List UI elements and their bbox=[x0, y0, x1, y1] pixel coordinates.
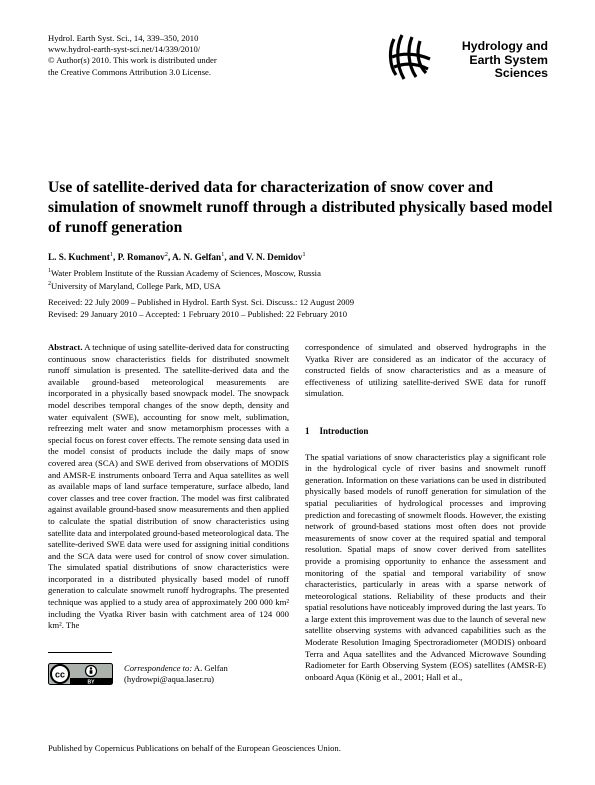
right-column bbox=[305, 342, 546, 683]
abstract-continued: correspondence of simulated and observed hydrographs in the Vyatka River are considered as an indicator of the accuracy of constructed fields of snow characteristics and as a measure of effectiveness of utilizing satellite-derived SWE data for runoff simulation. bbox=[305, 342, 546, 399]
cc-icon: cc bbox=[54, 669, 66, 680]
author-name: P. Romanov bbox=[117, 252, 165, 263]
author-name: V. N. Demidov bbox=[245, 252, 303, 263]
abstract-text: A technique of using satellite-derived data for constructing continuous snow characteristics fields for distributed snowmelt runoff simulation is presented. The satellite-derived data and the available ground-based meteorological measurements are incorporated in a physically based snowpack model. The snowpack model describes temporal changes of the snow depth, density and water equivalent (SWE), accounting for snow melt, sublimation, refreezing melt water and snow metamorphism processes with a special focus on forest cover effects. The remote sensing data used in the model consist of products include the daily maps of snow covered area (SCA) and SWE derived from observations of MODIS and AMSR-E instruments onboard Terra and Aqua satellites as well as available maps of land surface temperature, surface albedo, land cover classes and tree cover fraction. The model was first calibrated against available ground-based snow measurements and then applied to calculate the spatial distribution of snow characteristics using satellite data and interpolated ground-based meteorological data. The satellite-derived SWE data were used for assigning initial conditions and the SCA data were used for control of snow cover simulation. The simulated spatial distributions of snow characteristics were incorporated in a distributed physically based model of runoff generation to calculate snowmelt runoff hydrographs. The presented technique was applied to a study area of approximately 200 000 km² including the Vyatka River basin with catchment area of 124 000 km². The bbox=[48, 342, 289, 631]
introduction-text: The spatial variations of snow characteristics play a significant role in the hydrological cycle of river basins and snowmelt runoff generation. Information on these variations can be used in distributed physically based models of runoff generation for simulation of the spatial peculiarities of hydrological processes and improving prediction and forecasting of snowmelt floods. However, the existing network of ground-based stations most often does not provide measurements of snow cover at the required spatial and temporal resolution. Spatial maps of snow cover derived from satellites provide a promising opportunity to enhance the assessment and monitoring of the spatial and temporal variability of snow characteristics, particularly in areas with a sparse network of meteorological stations. Reliability of these products and their spatial resolutions have noticeably improved during the last years. To a large extent this improvement was due to the launch of several new satellite observing systems with advanced capabilities such as the Moderate Resolution Imaging Spectroradiometer (MODIS) onboard Terra and Aqua satellites and the Advanced Microwave Sounding Radiometer for Earth Observing System (EOS) satellites (AMSR-E) onboard Aqua (König et al., 2001; Hall et al., bbox=[305, 451, 546, 682]
affiliation-item: $^1$Water Problem Institute of the Russian Academy of Sciences, Moscow, Russia bbox=[48, 267, 321, 278]
correspondence-label: Correspondence to: bbox=[124, 663, 193, 673]
section-title: Introduction bbox=[319, 425, 369, 436]
journal-name-line: Sciences bbox=[494, 66, 548, 80]
attribution-person-icon bbox=[90, 667, 92, 669]
author-separator: , and bbox=[224, 252, 246, 263]
paper-title: Use of satellite-derived data for characterization of snow cover and simulation of snowmelt runoff through a distributed physically based model of runoff generation bbox=[48, 179, 553, 236]
affiliations bbox=[48, 266, 321, 292]
correspondence-block bbox=[124, 663, 228, 685]
journal-url[interactable]: www.hydrol-earth-syst-sci.net/14/339/2010/ bbox=[48, 44, 201, 55]
author-separator: , bbox=[168, 252, 173, 263]
copyright-line: © Author(s) 2010. This work is distributed under bbox=[48, 55, 217, 66]
citation-line: Hydrol. Earth Syst. Sci., 14, 339–350, 2010 bbox=[48, 33, 199, 43]
abstract-label: Abstract. bbox=[48, 342, 83, 352]
header-citation-block bbox=[48, 33, 217, 78]
revised-accepted-dates: Revised: 29 January 2010 – Accepted: 1 February 2010 – Published: 22 February 2010 bbox=[48, 308, 348, 319]
author-name: A. N. Gelfan bbox=[172, 252, 222, 263]
journal-name bbox=[462, 40, 548, 81]
journal-logo bbox=[386, 27, 548, 87]
received-published-dates: Received: 22 July 2009 – Published in Hydrol. Earth Syst. Sci. Discuss.: 12 August 2009 bbox=[48, 297, 355, 307]
section-number: 1 bbox=[305, 425, 310, 436]
journal-name-line: Hydrology and bbox=[461, 39, 548, 53]
correspondence-name: A. Gelfan bbox=[193, 663, 228, 673]
author-list bbox=[48, 251, 306, 262]
left-column bbox=[48, 342, 289, 632]
author-separator: , bbox=[113, 252, 118, 263]
page-footer: Published by Copernicus Publications on behalf of the European Geosciences Union. bbox=[48, 743, 341, 753]
author-affiliation-mark: 1 bbox=[109, 251, 114, 258]
author-affiliation-mark: 2 bbox=[164, 251, 169, 258]
footnote-divider bbox=[48, 652, 112, 653]
affiliation-item: $^2$University of Maryland, College Park, MD, USA bbox=[48, 280, 221, 291]
correspondence-line bbox=[124, 663, 228, 674]
publication-dates bbox=[48, 297, 354, 321]
journal-emblem-icon bbox=[386, 31, 434, 83]
author-affiliation-mark: 1 bbox=[221, 251, 225, 258]
journal-name-line: Earth System bbox=[469, 52, 548, 67]
correspondence-email[interactable]: (hydrowpi@aqua.laser.ru) bbox=[124, 674, 215, 685]
author-name: L. S. Kuchment bbox=[48, 252, 110, 263]
author-affiliation-mark: 1 bbox=[302, 251, 306, 258]
by-label: BY bbox=[87, 679, 95, 685]
section-heading bbox=[305, 426, 546, 438]
abstract bbox=[48, 342, 289, 632]
creative-commons-by-badge[interactable] bbox=[48, 663, 113, 685]
license-line: the Creative Commons Attribution 3.0 License. bbox=[48, 66, 212, 77]
